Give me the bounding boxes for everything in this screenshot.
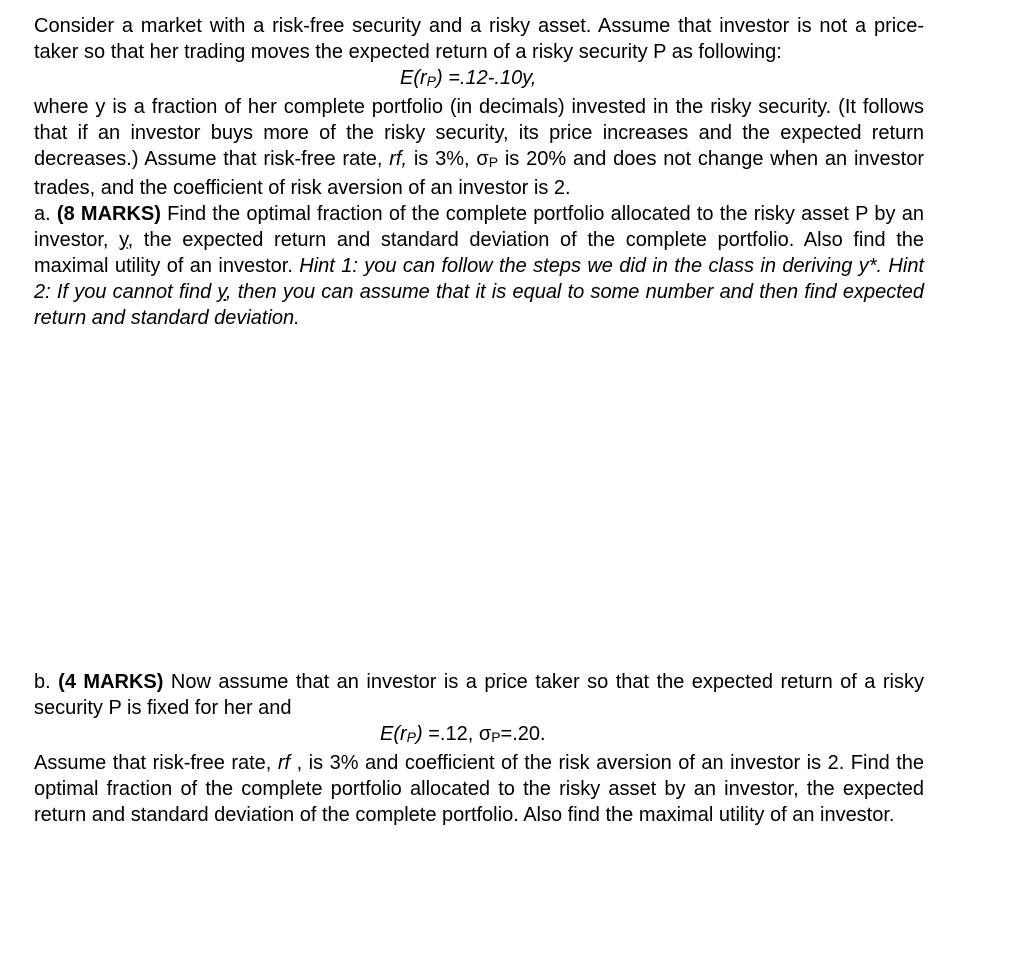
part-b-text: Now assume that an investor is a price taker so that the expected return of a risky security P is fixed for her and	[34, 671, 924, 719]
part-a-marks: (8 MARKS)	[56, 203, 161, 225]
eq-a-lhs-subscript: P	[426, 73, 437, 89]
part-b-prefix: b.	[34, 671, 59, 693]
closing-part1: Assume that risk-free rate,	[34, 752, 278, 774]
description-paragraph	[34, 94, 924, 201]
description-part3: is 20% and does not change when an investor trades, and the coefficient of risk aversion of an investor is 2.	[34, 148, 925, 199]
eq-b-lhs-subscript: P	[406, 729, 417, 745]
description-part2: is 3%,	[407, 148, 477, 170]
part-a-hint-pre: Hint 1: you can follow the steps we did in the class in deriving y*. Hint 2: If you cannot find	[34, 255, 924, 303]
eq-a-lhs-close: )	[436, 67, 443, 89]
question-document	[34, 13, 924, 828]
part-a-paragraph	[34, 201, 924, 331]
closing-rf: rf	[277, 752, 291, 774]
part-a-prefix: a.	[34, 203, 57, 225]
part-a-hint-post: , then you can assume that it is equal to some number and then find expected return and standard deviation.	[34, 281, 924, 329]
eq-b-sigma-subscript: P	[491, 729, 501, 745]
part-a-text1: Find the optimal fraction of the complete portfolio allocated to the risky asset P by an investor,	[34, 203, 924, 251]
eq-a-rhs: =.12-.10y,	[442, 67, 537, 89]
closing-part2: , is 3% and coefficient of the risk aversion of an investor is 2. Find the optimal fraction of the complete portfolio allocated to the risky asset by an investor, the expected return and standard deviation of the complete portfolio. Also find the maximal utility of an investor.	[34, 752, 925, 826]
intro-text: Consider a market with a risk-free security and a risky asset. Assume that investor is not a price-taker so that her trading moves the expected return of a risky security P as following:	[34, 15, 924, 63]
description-rf: rf,	[389, 148, 408, 170]
eq-a-lhs-open: E(r	[400, 67, 427, 89]
part-a-text2: , the expected return and standard deviation of the complete portfolio. Also find the maximal utility of an investor.	[34, 229, 924, 277]
description-sigma-subscript: P	[488, 154, 499, 170]
eq-b-sigma: σ	[478, 723, 492, 745]
part-b-paragraph	[34, 669, 924, 721]
equation-expected-return-a	[34, 65, 924, 94]
description-part1: where y is a fraction of her complete portfolio (in decimals) invested in the risky security. (It follows that if an investor buys more of the risky security, its price increases and the expected return decreases.) Assume that risk-free rate,	[34, 96, 924, 170]
eq-b-lhs-close: )	[416, 723, 423, 745]
part-a-y: y	[119, 229, 128, 251]
description-sigma: σ	[476, 148, 489, 170]
eq-b-rhs2: =.20.	[500, 723, 546, 745]
eq-b-rhs: =.12,	[422, 723, 479, 745]
closing-paragraph	[34, 750, 924, 828]
intro-paragraph	[34, 13, 924, 65]
part-b-marks: (4 MARKS)	[58, 671, 164, 693]
eq-b-lhs-open: E(r	[380, 723, 407, 745]
part-a-hint-y: y	[217, 281, 226, 303]
equation-expected-return-b	[34, 721, 924, 750]
